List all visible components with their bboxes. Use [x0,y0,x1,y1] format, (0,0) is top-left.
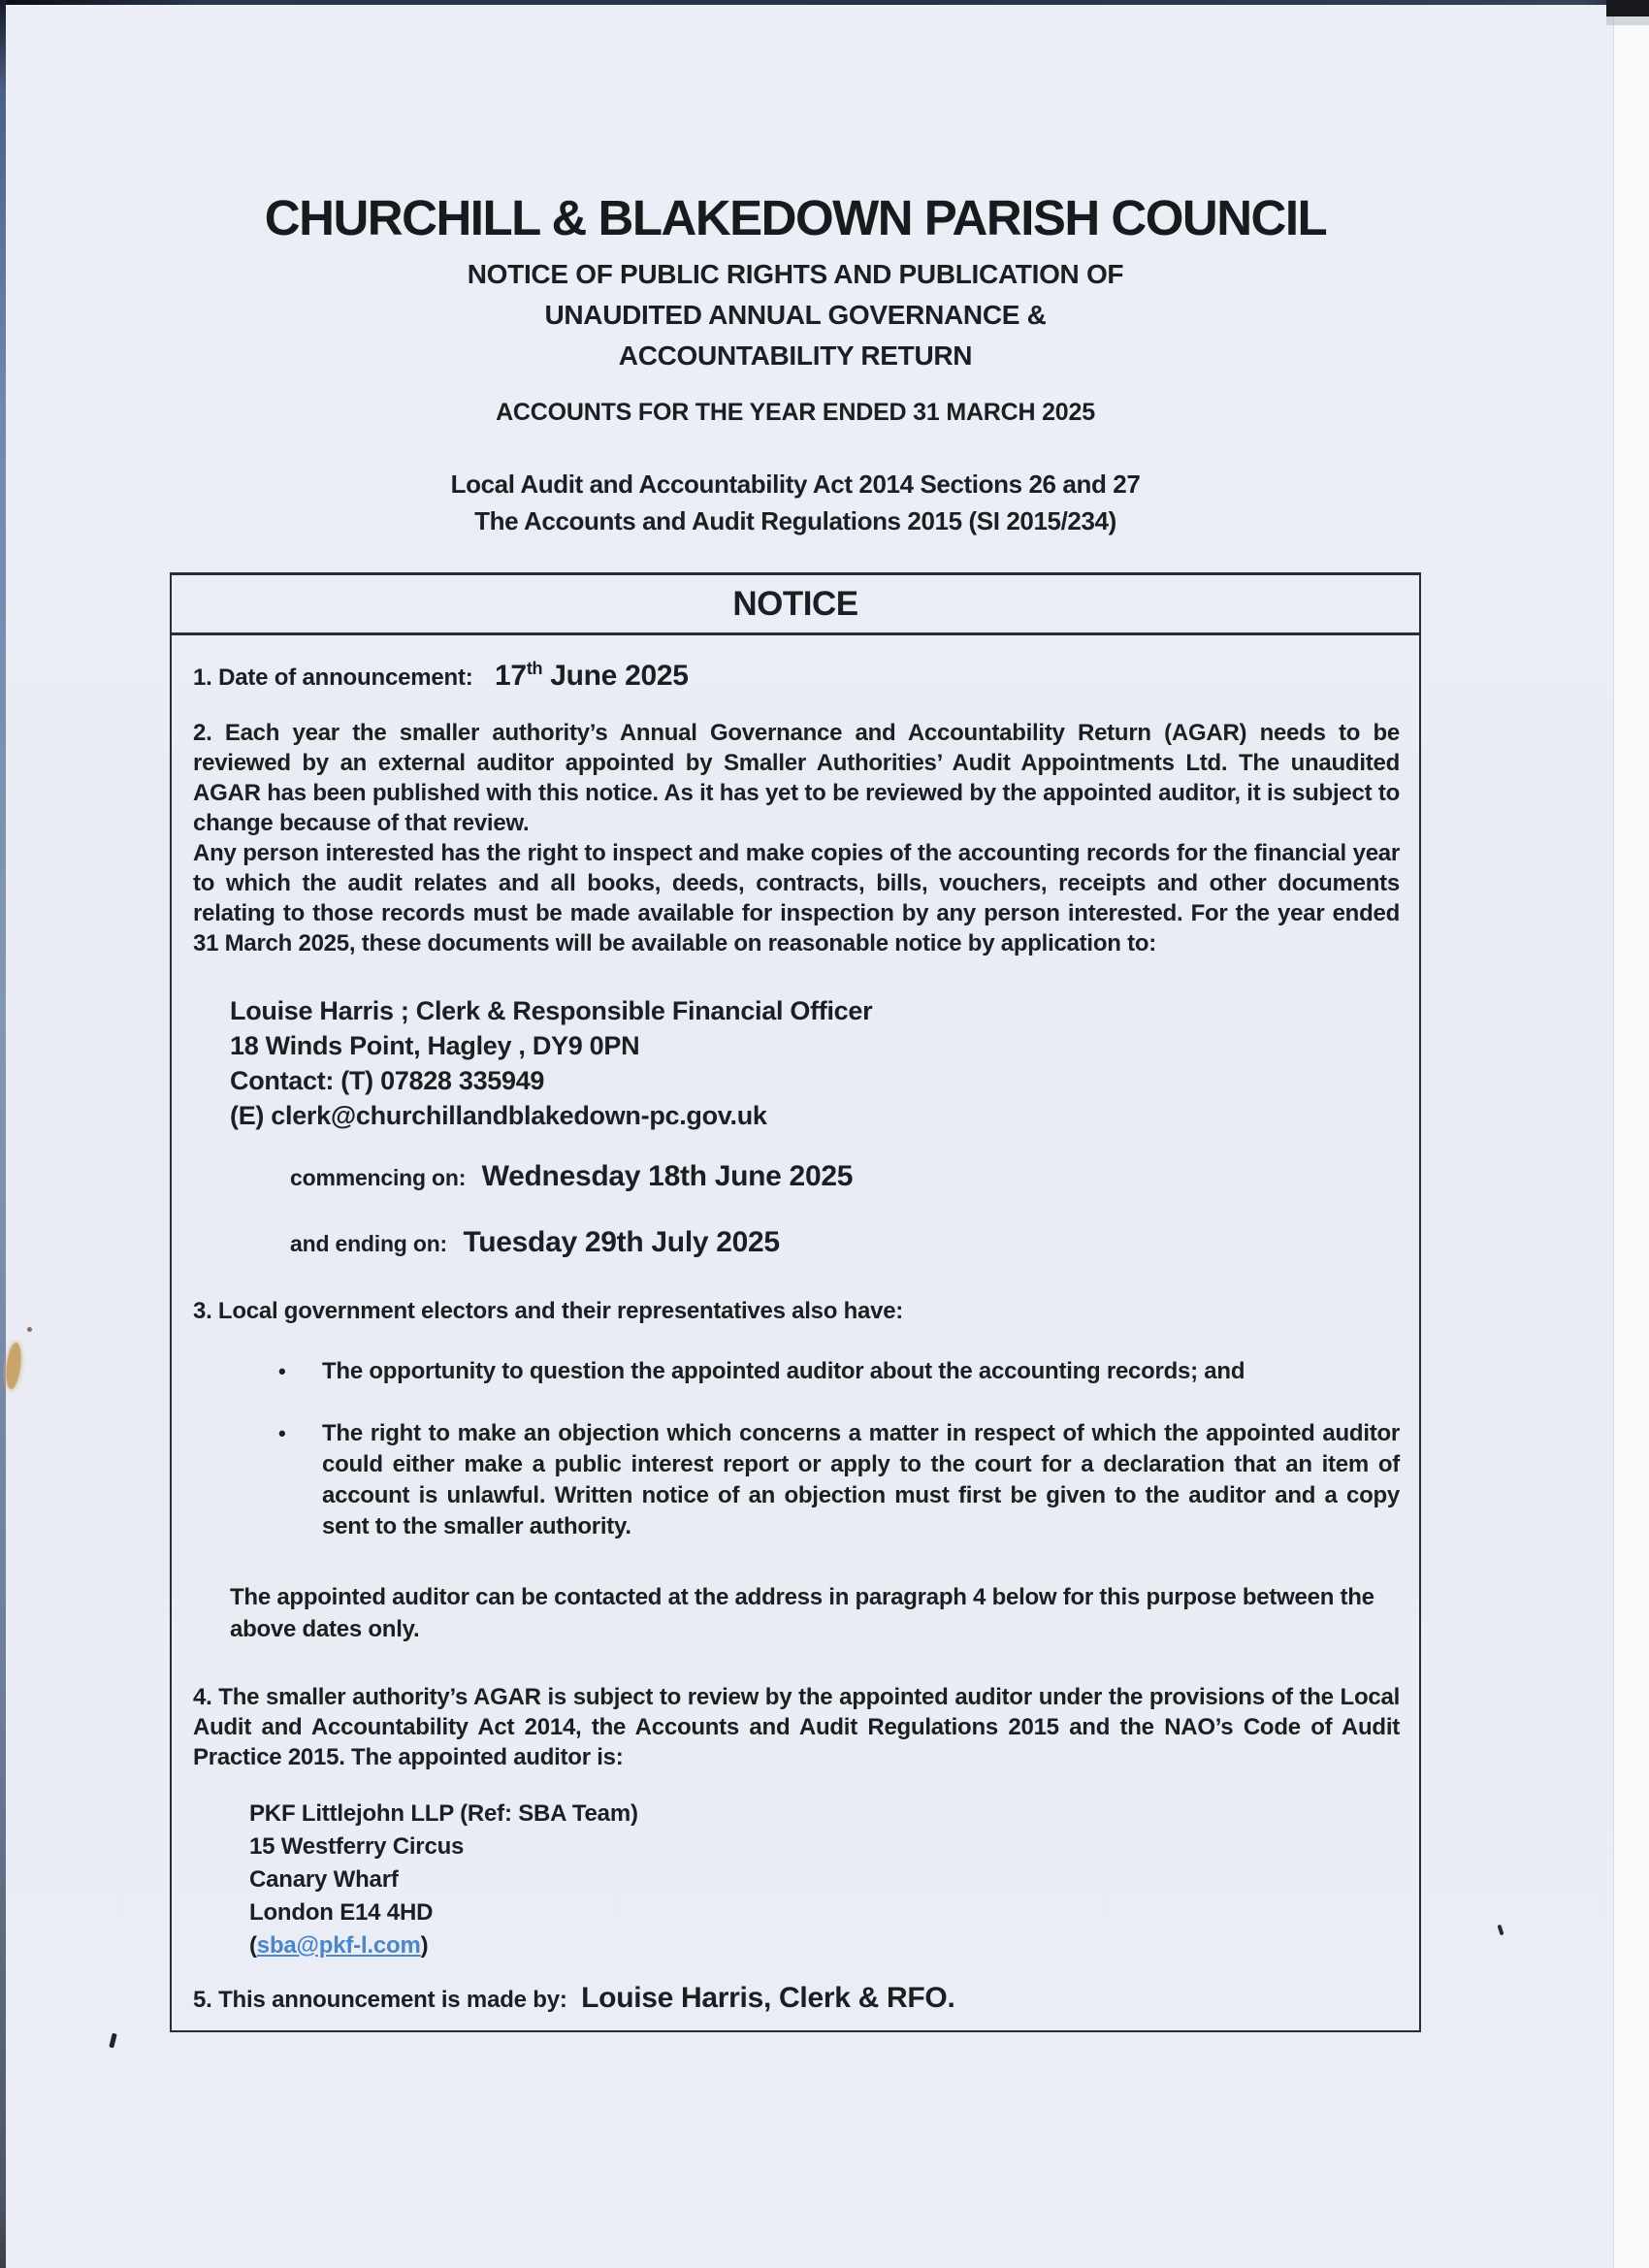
bullet-item-1 [278,1356,1400,1387]
ending-date: Tuesday 29th July 2025 [463,1226,780,1258]
notice-box [170,572,1421,2032]
commencing-label: commencing on: [290,1165,467,1190]
date-rest: June 2025 [542,660,689,692]
auditor-email-line [249,1929,1400,1962]
scan-corner-mark [1606,0,1649,16]
announcement-date-label: 1. Date of announcement: [193,664,473,691]
notice-content [172,659,1419,2030]
bullet-icon: • [278,1421,286,1445]
item4-paragraph: 4. The smaller authority’s AGAR is subject to review by the appointed auditor under the provisions of the Local Audit and Accountability Act 2014, the Accounts and Audit Regulations 2015 and the NAO’s Code of Audit Practice 2015. The appointed auditor is: [193,1684,1400,1770]
announcement-by-value: Louise Harris, Clerk & RFO. [581,1982,955,2014]
auditor-address-block [249,1798,1400,1962]
commencing-date: Wednesday 18th June 2025 [481,1160,854,1192]
subtitle-line-1: NOTICE OF PUBLIC RIGHTS AND PUBLICATION OF [467,259,1124,289]
clerk-email-line: (E) clerk@churchillandblakedown-pc.gov.uk [230,1101,767,1130]
stray-pen-mark-right [1497,1925,1504,1936]
bullet-text-1: The opportunity to question the appointed auditor about the accounting records; and [322,1358,1245,1384]
subtitle-line-2: UNAUDITED ANNUAL GOVERNANCE & [544,300,1047,330]
scan-edge-top [0,0,1649,5]
act-line-1: Local Audit and Accountability Act 2014 Sections 26 and 27 [450,470,1141,499]
bullet-icon: • [278,1359,286,1383]
commencing-row [290,1160,1400,1193]
email-open-paren: ( [249,1932,257,1959]
ending-row [290,1226,1400,1259]
announcement-date-value [495,660,689,692]
auditor-email-link[interactable]: sba@pkf-l.com [256,1932,421,1959]
smudge-dot [27,1327,32,1332]
auditor-name-line: PKF Littlejohn LLP (Ref: SBA Team) [249,1800,638,1827]
bullet-text-2: The right to make an objection which concerns a matter in respect of which the appointed auditor could either make a public interest report or apply to the court for a declaration that an item of account is unlawful. Written notice of an objection must first be given to the auditor and a copy sent to the smaller authority. [322,1420,1400,1539]
auditor-street-line: 15 Westferry Circus [249,1833,465,1860]
clerk-contact-block [230,993,1400,1133]
legislation-block [170,466,1421,539]
item2-paragraph-1: 2. Each year the smaller authority’s Annual Governance and Accountability Return (AGAR) needs to be reviewed by an external auditor appointed by Smaller Authorities’ Audit Appointments Ltd. The unaudited AGAR has been published with this notice. As it has yet to be reviewed by the appointed auditor, it is subject to change because of that review. [193,720,1400,836]
subtitle-line-3: ACCOUNTABILITY RETURN [618,340,973,371]
page-title: CHURCHILL & BLAKEDOWN PARISH COUNCIL [264,190,1327,245]
notice-header: NOTICE [172,575,1419,635]
clerk-address-line: 18 Winds Point, Hagley , DY9 0PN [230,1031,640,1060]
subtitle-block [170,254,1421,376]
ending-label: and ending on: [290,1231,448,1256]
act-line-2: The Accounts and Audit Regulations 2015 (SI 2015/234) [474,506,1116,535]
auditor-city-line: London E14 4HD [249,1899,434,1926]
item3-heading: 3. Local government electors and their representatives also have: [193,1298,904,1324]
date-day: 17 [495,660,527,692]
scan-edge-left [0,0,6,2268]
clerk-phone-line: Contact: (T) 07828 335949 [230,1066,545,1095]
stray-pen-mark-bottom [109,2033,116,2049]
item2-paragraph-2: Any person interested has the right to inspect and make copies of the accounting records for the financial year to which the audit relates and all books, deeds, contracts, bills, vouchers, receipts and other documents relating to those records must be made available for inspection by any person interested. For the year ended 31 March 2025, these documents will be available on reasonable notice by application to: [193,840,1400,956]
date-ordinal: th [526,659,543,678]
announcement-by-label: 5. This announcement is made by: [193,1987,567,2013]
auditor-contact-note: The appointed auditor can be contacted at the address in paragraph 4 below for this purpose between the above dates only. [230,1584,1374,1642]
document-header [170,188,1421,539]
accounts-year-line: ACCOUNTS FOR THE YEAR ENDED 31 MARCH 2025 [496,399,1095,426]
announcement-by-row [193,1982,1400,2015]
email-close-paren: ) [420,1932,429,1959]
smudge-mark [4,1342,24,1389]
scan-edge-right [1613,0,1649,2268]
auditor-area-line: Canary Wharf [249,1866,399,1893]
clerk-name-line: Louise Harris ; Clerk & Responsible Financial Officer [230,996,873,1025]
bullet-item-2 [278,1418,1400,1542]
announcement-date-row [193,659,1400,693]
